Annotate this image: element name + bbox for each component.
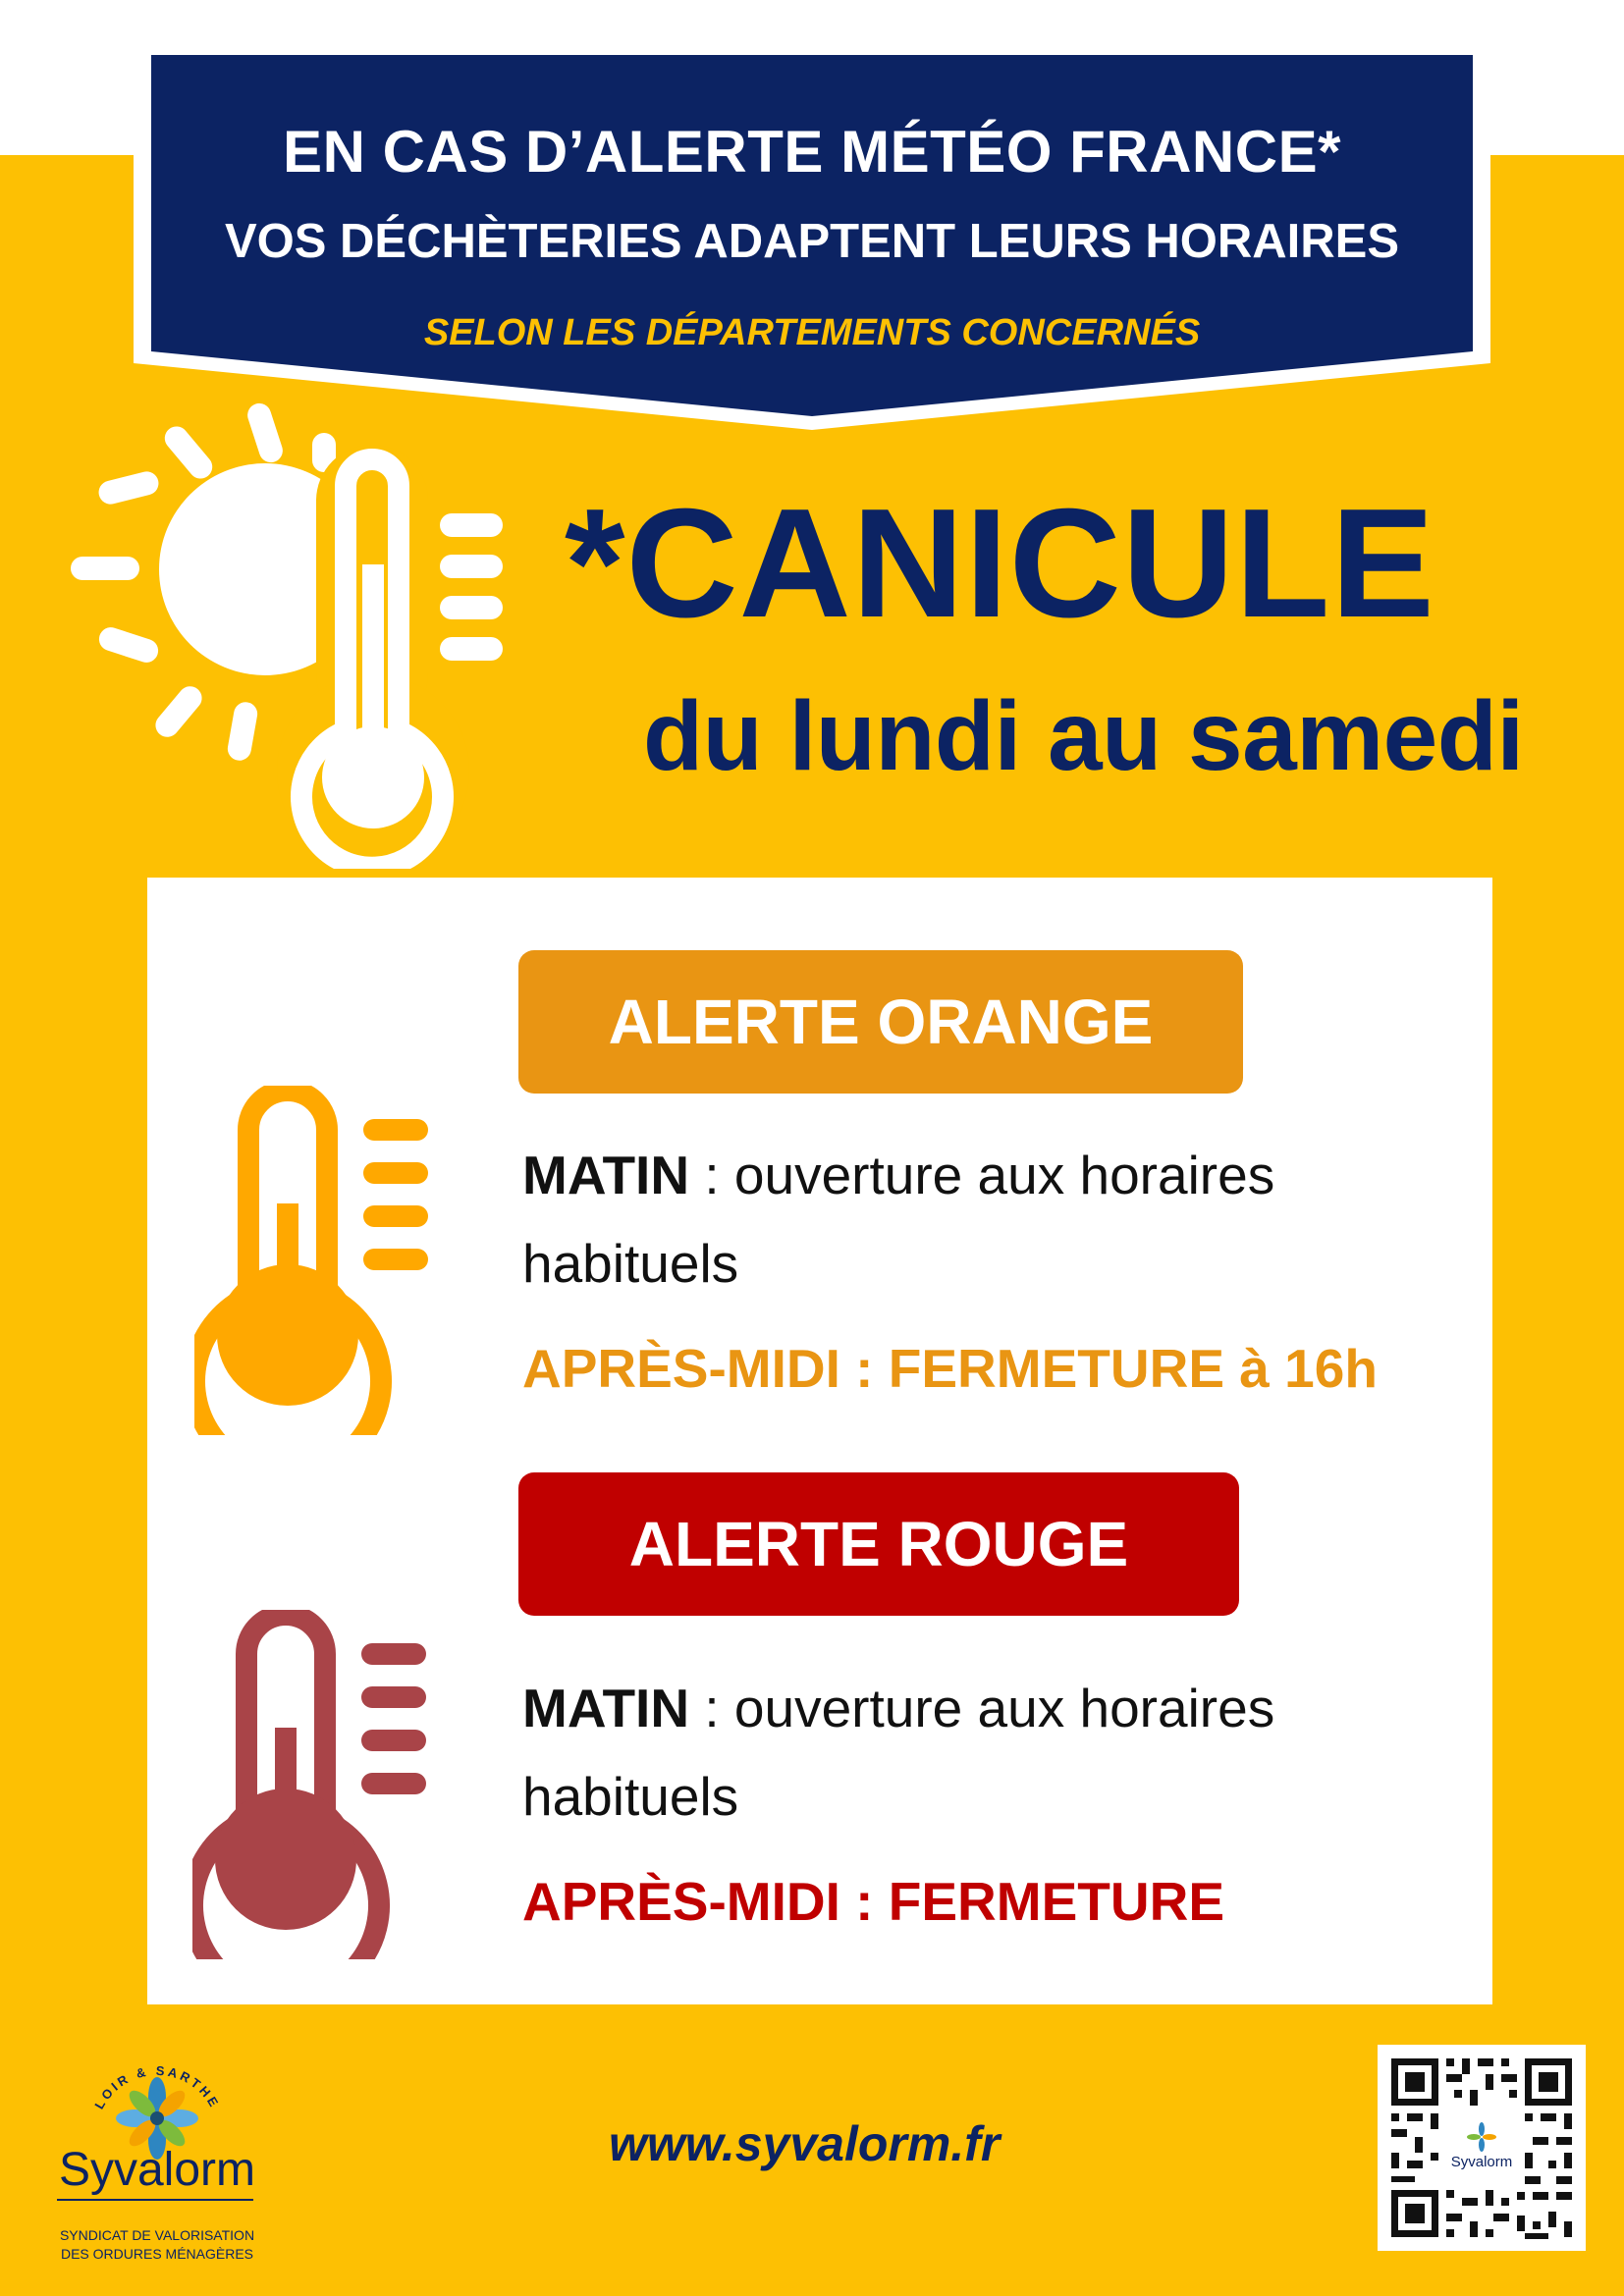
qr-center-label: Syvalorm xyxy=(1450,2154,1513,2170)
alert-orange-badge: ALERTE ORANGE xyxy=(518,950,1243,1094)
qr-code[interactable] xyxy=(1378,2045,1586,2251)
alert-red-badge: ALERTE ROUGE xyxy=(518,1472,1239,1616)
banner-note: SELON LES DÉPARTEMENTS CONCERNÉS xyxy=(423,312,1201,353)
qr-code-icon xyxy=(1378,2045,1586,2251)
orange-morning-label: MATIN xyxy=(522,1145,690,1205)
orange-morning-detail: : ouverture aux horaires habituels xyxy=(522,1145,1275,1294)
orange-afternoon-text: APRÈS-MIDI : FERMETURE à 16h xyxy=(522,1338,1378,1399)
red-morning-label: MATIN xyxy=(522,1678,690,1738)
red-afternoon-text: APRÈS-MIDI : FERMETURE xyxy=(522,1871,1224,1932)
sun-thermometer-illustration xyxy=(59,398,530,869)
red-thermometer-icon xyxy=(192,1610,438,1959)
red-morning-text xyxy=(522,1664,1426,1841)
banner-title: EN CAS D’ALERTE MÉTÉO FRANCE* xyxy=(283,119,1341,185)
orange-morning-text xyxy=(522,1131,1426,1308)
red-morning-detail: : ouverture aux horaires habituels xyxy=(522,1678,1275,1827)
logo-name: Syvalorm xyxy=(58,2144,256,2196)
logo-tagline-2: DES ORDURES MÉNAGÈRES xyxy=(60,2246,254,2262)
logo-arc-text: LOIR & SARTHE xyxy=(91,2062,223,2112)
orange-thermometer-icon xyxy=(194,1086,440,1435)
syvalorm-logo xyxy=(29,2050,285,2275)
website-link[interactable]: www.syvalorm.fr xyxy=(609,2116,1001,2171)
logo-tagline-1: SYNDICAT DE VALORISATION xyxy=(59,2227,255,2243)
main-title: *CANICULE xyxy=(565,477,1435,650)
banner-subtitle: VOS DÉCHÈTERIES ADAPTENT LEURS HORAIRES xyxy=(224,215,1400,268)
header-banner xyxy=(130,39,1494,440)
main-subtitle: du lundi au samedi xyxy=(643,681,1524,791)
